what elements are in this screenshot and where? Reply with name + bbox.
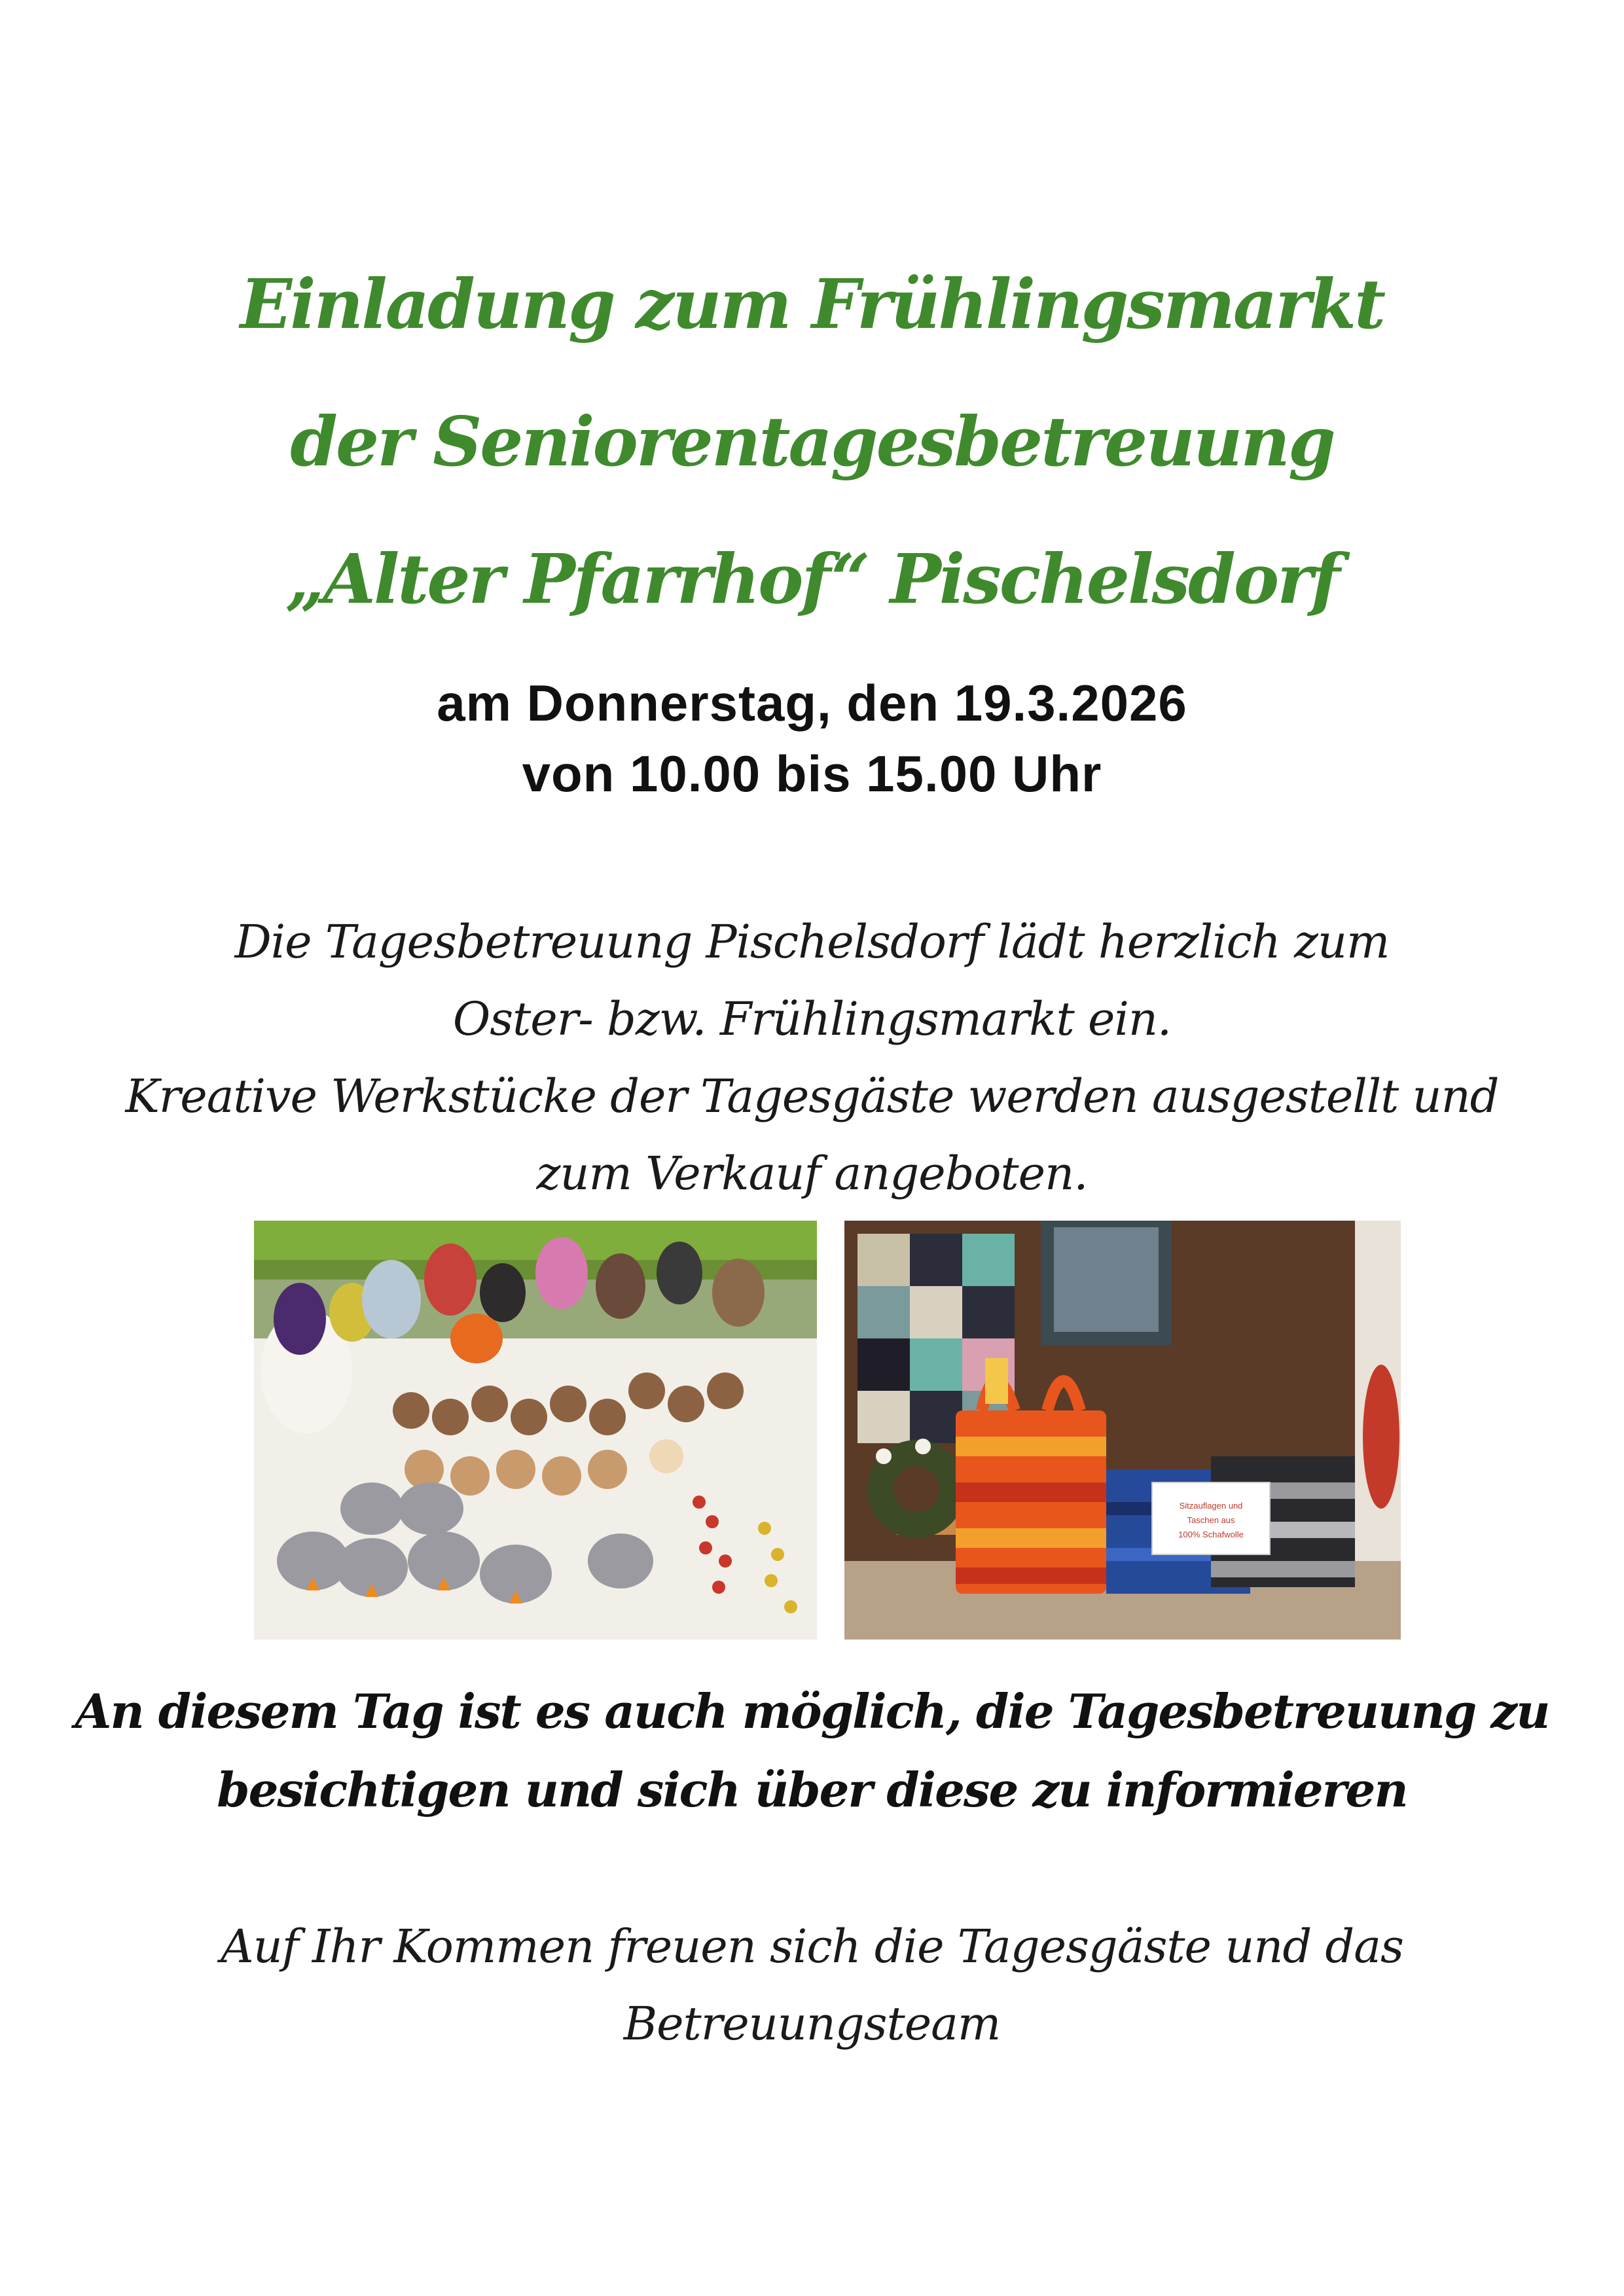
knitted-bags-illustration [844,1221,1401,1640]
intro-line-1: Die Tagesbetreuung Pischelsdorf lädt herzlich zum [234,915,1390,969]
info-paragraph [0,1672,1624,1829]
intro-line-4: zum Verkauf angeboten. [536,1147,1088,1200]
sign-line-1: Sitzauflagen und [1179,1501,1243,1511]
knitted-bags-photo [844,1221,1401,1640]
heading-line-1: Einladung zum Frühlingsmarkt [240,264,1384,344]
closing-paragraph [0,1908,1624,2062]
heading-line-3: „Alter Pfarrhof“ Pischelsdorf [285,539,1339,619]
closing-line-1: Auf Ihr Kommen freuen sich die Tagesgäste und das [221,1920,1403,1973]
event-datetime [0,668,1624,809]
sign-line-3: 100% Schafwolle [1178,1530,1244,1539]
heading-line-2: der Seniorentagesbetreuung [290,401,1334,482]
event-time: von 10.00 bis 15.00 Uhr [522,745,1102,802]
easter-crafts-illustration [254,1221,817,1640]
info-line-2: besichtigen und sich über diese zu informieren [217,1762,1407,1818]
intro-line-3: Kreative Werkstücke der Tagesgäste werden ausgestellt und [125,1069,1499,1123]
sign-line-2: Taschen aus [1187,1515,1235,1525]
event-date: am Donnerstag, den 19.3.2026 [437,674,1187,732]
invitation-heading [0,236,1624,648]
closing-line-2: Betreuungsteam [623,1997,1001,2051]
intro-paragraph [0,903,1624,1212]
intro-line-2: Oster- bzw. Frühlingsmarkt ein. [452,992,1172,1046]
info-line-1: An diesem Tag ist es auch möglich, die Tagesbetreuung zu [75,1683,1549,1739]
easter-crafts-photo [254,1221,817,1640]
